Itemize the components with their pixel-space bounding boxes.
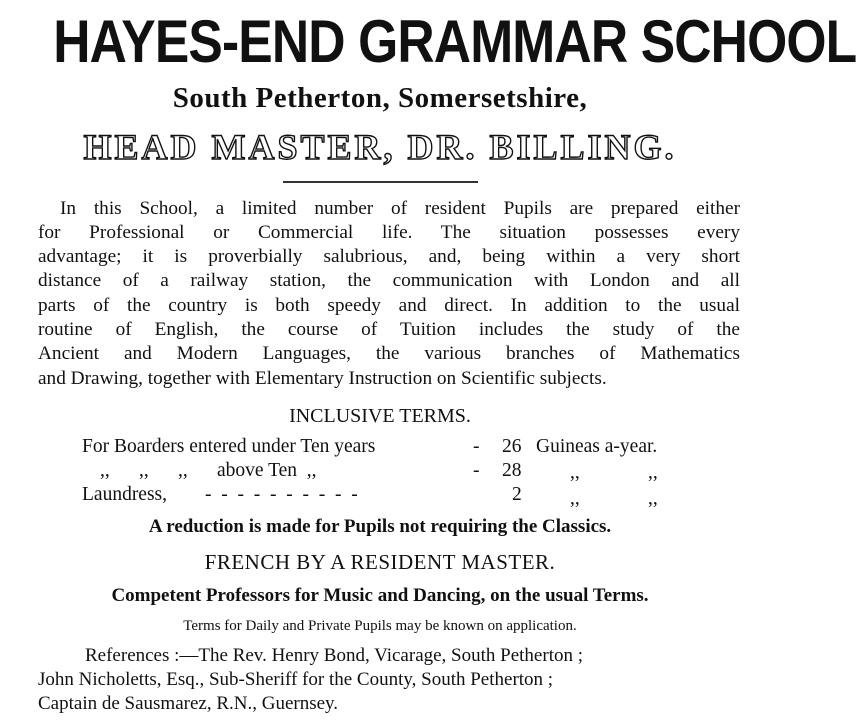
terms-row-amount: 26 bbox=[502, 436, 522, 457]
terms-row-unit: ,, ,, bbox=[570, 488, 658, 509]
terms-row-amount: 2 bbox=[512, 484, 522, 505]
reference-line: John Nicholetts, Esq., Sub-Sheriff for the County, South Petherton ; bbox=[38, 669, 554, 690]
terms-row-dash: - bbox=[473, 460, 480, 481]
body-line: routine of English, the course of Tuition includes the study of the bbox=[38, 319, 740, 340]
body-line: parts of the country is both speedy and direct. In addition to the usual bbox=[38, 295, 740, 316]
daily-terms-note: Terms for Daily and Private Pupils may be known on application. bbox=[183, 618, 577, 634]
reference-line: Captain de Sausmarez, R.N., Guernsey. bbox=[38, 693, 339, 714]
body-line: In this School, a limited number of resident Pupils are prepared either bbox=[60, 198, 740, 219]
head-master-line: HEAD MASTER, DR. BILLING. bbox=[83, 127, 677, 167]
terms-heading: INCLUSIVE TERMS. bbox=[289, 405, 471, 427]
body-line: distance of a railway station, the communication with London and all bbox=[38, 270, 740, 291]
terms-row-unit: ,, ,, bbox=[570, 462, 658, 483]
divider-rule bbox=[283, 181, 478, 183]
terms-row-label: For Boarders entered under Ten years bbox=[82, 436, 376, 457]
body-line: Ancient and Modern Languages, the various branches of Mathematics bbox=[38, 343, 740, 364]
location-subtitle: South Petherton, Somersetshire, bbox=[172, 82, 588, 114]
terms-row-unit: Guineas a-year. bbox=[536, 436, 658, 457]
body-line: for Professional or Commercial life. The situation possesses every bbox=[38, 222, 740, 243]
terms-row-label: ,, ,, ,, above Ten ,, bbox=[100, 460, 317, 481]
terms-row-amount: 28 bbox=[502, 460, 522, 481]
reduction-note: A reduction is made for Pupils not requiring the Classics. bbox=[148, 516, 612, 537]
body-line: advantage; it is proverbially salubrious, and, being within a very short bbox=[38, 246, 740, 267]
terms-row-dash: - - - - - - - - - - bbox=[205, 484, 358, 505]
terms-row-dash: - bbox=[473, 436, 480, 457]
school-title: HAYES-END GRAMMAR SCHOOL bbox=[53, 8, 856, 75]
body-line: and Drawing, together with Elementary Instruction on Scientific subjects. bbox=[38, 368, 607, 389]
terms-row-label: Laundress, bbox=[82, 484, 168, 505]
reference-line: References :—The Rev. Henry Bond, Vicarage, South Petherton ; bbox=[85, 645, 583, 666]
french-heading: FRENCH BY A RESIDENT MASTER. bbox=[204, 550, 556, 574]
professors-note: Competent Professors for Music and Dancing, on the usual Terms. bbox=[111, 585, 649, 606]
